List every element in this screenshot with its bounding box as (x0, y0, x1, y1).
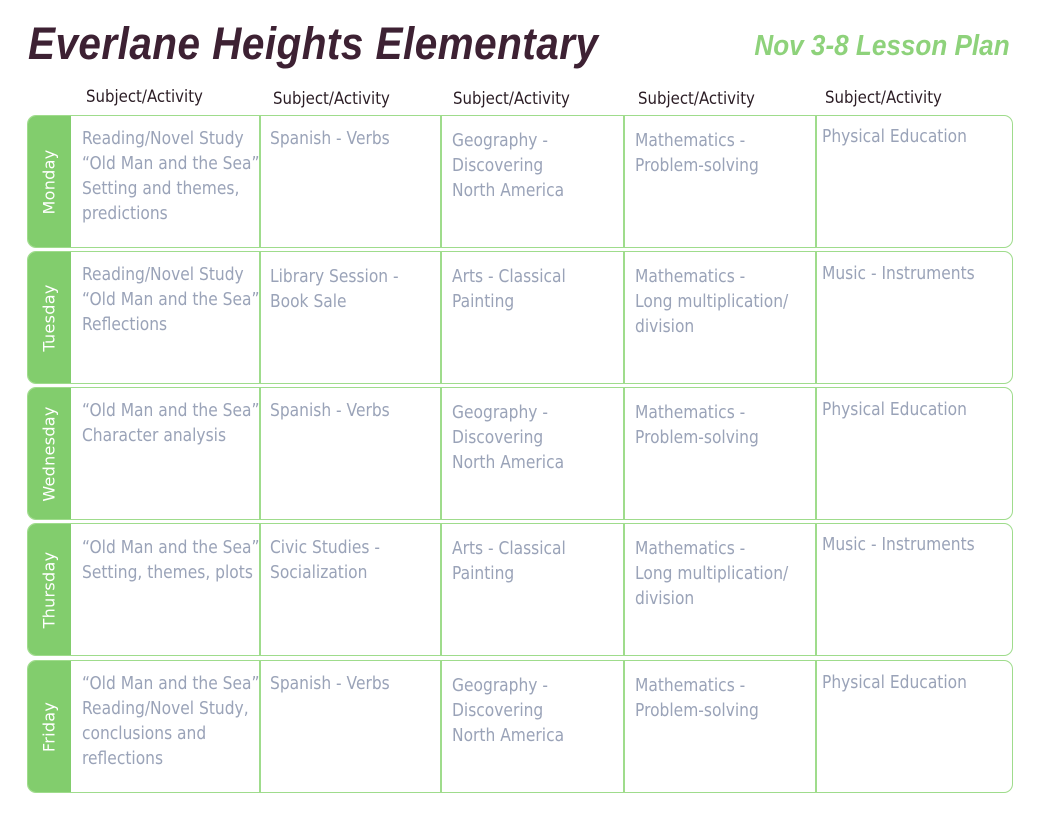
lesson-line: Mathematics - (635, 538, 746, 559)
day-row-monday (27, 115, 1013, 248)
column-divider (440, 116, 442, 247)
lesson-line: Arts - Classical (452, 538, 566, 559)
day-row-thursday (27, 523, 1013, 656)
day-tab (28, 116, 71, 247)
column-divider (815, 661, 817, 792)
lesson-line: “Old Man and the Sea” (82, 289, 260, 310)
column-header-1: Subject/Activity (86, 87, 203, 107)
lesson-line: North America (452, 452, 565, 473)
day-label: Wednesday (39, 405, 59, 502)
lesson-line: “Old Man and the Sea” (82, 537, 260, 558)
lesson-line: Reading/Novel Study (82, 264, 244, 285)
column-divider (815, 388, 817, 519)
lesson-line: Long multiplication/ (635, 563, 789, 584)
day-tab (28, 661, 71, 792)
lesson-line: Mathematics - (635, 266, 746, 287)
lesson-cell (452, 400, 564, 475)
lesson-cell (822, 397, 967, 422)
lesson-cell (452, 264, 566, 314)
column-divider (440, 388, 442, 519)
lesson-line: Long multiplication/ (635, 291, 789, 312)
lesson-line: Problem-solving (635, 700, 759, 721)
lesson-line: Spanish - Verbs (270, 400, 390, 421)
column-divider (440, 252, 442, 383)
column-divider (440, 661, 442, 792)
lesson-line: Painting (452, 291, 515, 312)
lesson-line: Problem-solving (635, 427, 759, 448)
lesson-cell (452, 673, 564, 748)
lesson-line: Setting and themes, (82, 178, 240, 199)
lesson-cell (82, 535, 260, 585)
lesson-cell (635, 264, 788, 339)
column-divider (623, 252, 625, 383)
lesson-line: Book Sale (270, 291, 347, 312)
day-label: Friday (39, 701, 59, 752)
lesson-cell (635, 128, 759, 178)
lesson-line: reflections (82, 748, 164, 769)
lesson-line: Civic Studies - (270, 537, 380, 558)
lesson-line: conclusions and (82, 723, 207, 744)
lesson-line: Problem-solving (635, 155, 759, 176)
lesson-line: Geography - (452, 130, 548, 151)
lesson-line: Discovering (452, 700, 544, 721)
column-divider (623, 388, 625, 519)
day-tab (28, 388, 71, 519)
lesson-line: Music - Instruments (822, 534, 975, 555)
day-label: Thursday (39, 551, 59, 628)
lesson-cell (270, 535, 380, 585)
lesson-line: division (635, 316, 695, 337)
column-divider (815, 252, 817, 383)
column-divider (815, 116, 817, 247)
lesson-cell (452, 536, 566, 586)
column-divider (815, 524, 817, 655)
column-header-3: Subject/Activity (453, 89, 570, 109)
lesson-line: Reading/Novel Study, (82, 698, 249, 719)
lesson-cell (270, 126, 390, 151)
lesson-cell (452, 128, 564, 203)
lesson-line: division (635, 588, 695, 609)
lesson-line: Physical Education (822, 399, 967, 420)
lesson-line: Arts - Classical (452, 266, 566, 287)
lesson-cell (635, 400, 759, 450)
day-row-friday (27, 660, 1013, 793)
lesson-line: Physical Education (822, 126, 967, 147)
lesson-line: North America (452, 180, 565, 201)
lesson-line: Mathematics - (635, 130, 746, 151)
day-tab (28, 252, 71, 383)
column-header-2: Subject/Activity (273, 89, 390, 109)
lesson-cell (635, 673, 759, 723)
lesson-cell (82, 671, 260, 771)
lesson-line: Discovering (452, 427, 544, 448)
lesson-line: Setting, themes, plots (82, 562, 253, 583)
lesson-cell (82, 398, 260, 448)
lesson-line: Geography - (452, 675, 548, 696)
lesson-cell (82, 126, 260, 226)
lesson-cell (822, 670, 967, 695)
lesson-line: Spanish - Verbs (270, 673, 390, 694)
lesson-line: Discovering (452, 155, 544, 176)
lesson-cell (822, 532, 975, 557)
lesson-line: Physical Education (822, 672, 967, 693)
lesson-line: “Old Man and the Sea” (82, 153, 260, 174)
lesson-line: Mathematics - (635, 402, 746, 423)
lesson-line: “Old Man and the Sea” (82, 400, 260, 421)
lesson-cell (270, 671, 390, 696)
lesson-cell (822, 124, 967, 149)
column-header-4: Subject/Activity (638, 89, 755, 109)
column-divider (440, 524, 442, 655)
lesson-line: Character analysis (82, 425, 227, 446)
lesson-line: Library Session - (270, 266, 399, 287)
school-title: Everlane Heights Elementary (28, 18, 599, 69)
lesson-cell (82, 262, 260, 337)
lesson-line: North America (452, 725, 565, 746)
lesson-line: Socialization (270, 562, 368, 583)
lesson-line: Music - Instruments (822, 263, 975, 284)
column-divider (623, 524, 625, 655)
lesson-line: Reading/Novel Study (82, 128, 244, 149)
plan-title: Nov 3-8 Lesson Plan (754, 30, 1010, 62)
lesson-cell (822, 261, 975, 286)
day-row-tuesday (27, 251, 1013, 384)
day-tab (28, 524, 71, 655)
lesson-cell (270, 264, 399, 314)
day-label: Tuesday (39, 283, 59, 352)
lesson-line: Reflections (82, 314, 168, 335)
lesson-line: Geography - (452, 402, 548, 423)
day-label: Monday (39, 149, 59, 214)
column-divider (623, 661, 625, 792)
lesson-cell (635, 536, 788, 611)
column-divider (623, 116, 625, 247)
day-row-wednesday (27, 387, 1013, 520)
lesson-cell (270, 398, 390, 423)
column-header-5: Subject/Activity (825, 88, 942, 108)
lesson-line: Painting (452, 563, 515, 584)
lesson-line: Spanish - Verbs (270, 128, 390, 149)
lesson-line: Mathematics - (635, 675, 746, 696)
lesson-line: “Old Man and the Sea” (82, 673, 260, 694)
lesson-line: predictions (82, 203, 168, 224)
